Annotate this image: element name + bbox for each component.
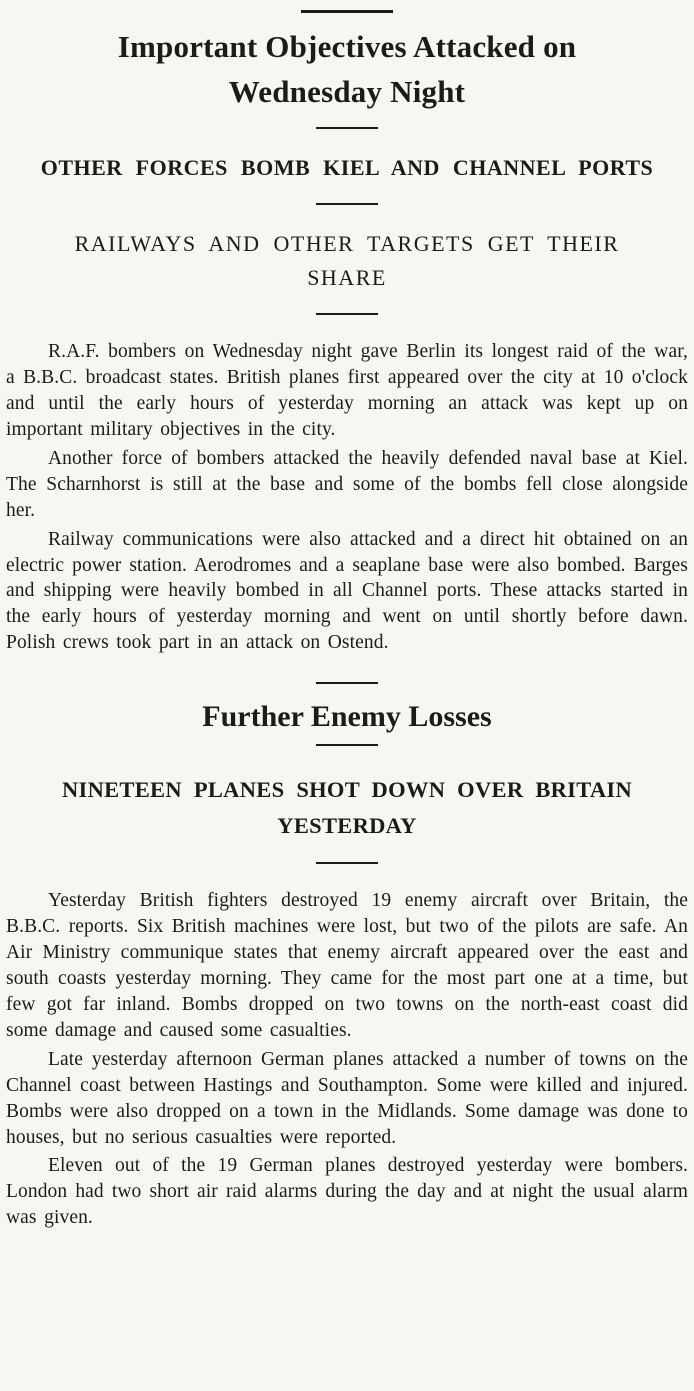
article1-subhead-primary: OTHER FORCES BOMB KIEL AND CHANNEL PORTS [40,154,654,180]
article2-headline: Further Enemy Losses [202,700,492,734]
article1-paragraph: Another force of bombers attacked the heavily defended naval base at Kiel. The Scharnhorst is still at the base and some of the bombs fell close alongside her. [6,447,688,521]
headline2-divider-rule [316,744,378,746]
article2-subhead-primary: NINETEEN PLANES SHOT DOWN OVER BRITAIN YESTERDAY [61,777,633,839]
article2-body [6,888,688,1231]
article1-headline: Important Objectives Attacked on Wednesday Night [117,29,577,109]
subhead-divider-rule [316,203,378,205]
top-divider-rule [301,10,393,13]
body2-divider-rule [316,862,378,864]
section-divider-rule [316,682,378,684]
article2-paragraph: Yesterday British fighters destroyed 19 enemy aircraft over Britain, the B.B.C. reports. Six British machines were lost, but two of the pilots are safe. An Air Ministry communique states that enemy aircraft appeared over the east and south coasts yesterday morning. They came for the most part one at a time, but few got far inland. Bombs dropped on two towns on the north-east coast did some damage and caused some casualties. [6,890,688,1041]
article1-paragraph: Railway communications were also attacked and a direct hit obtained on an electric power station. Aerodromes and a seaplane base were also bombed. Barges and shipping were heavily bombed in all Channel ports. These attacks started in the early hours of yesterday morning and went on until shortly before dawn. Polish crews took part in an attack on Ostend. [6,528,688,654]
article2-paragraph: Late yesterday afternoon German planes attacked a number of towns on the Channel coast between Hastings and Southampton. Some were killed and injured. Bombs were also dropped on a town in the Midlands. Some damage was done to houses, but no serious casualties were reported. [6,1048,688,1148]
article2-paragraph: Eleven out of the 19 German planes destroyed yesterday were bombers. London had two short air raid alarms during the day and at night the usual alarm was given. [6,1155,688,1229]
article1-subhead-secondary: RAILWAYS AND OTHER TARGETS GET THEIR SHARE [74,230,620,291]
body-divider-rule [316,313,378,315]
article1-body [6,339,688,656]
article1-paragraph: R.A.F. bombers on Wednesday night gave Berlin its longest raid of the war, a B.B.C. broadcast states. British planes first appeared over the city at 10 o'clock and until the early hours of yesterday morning an attack was kept up on important military objectives in the city. [6,341,688,440]
headline-divider-rule [316,127,378,129]
